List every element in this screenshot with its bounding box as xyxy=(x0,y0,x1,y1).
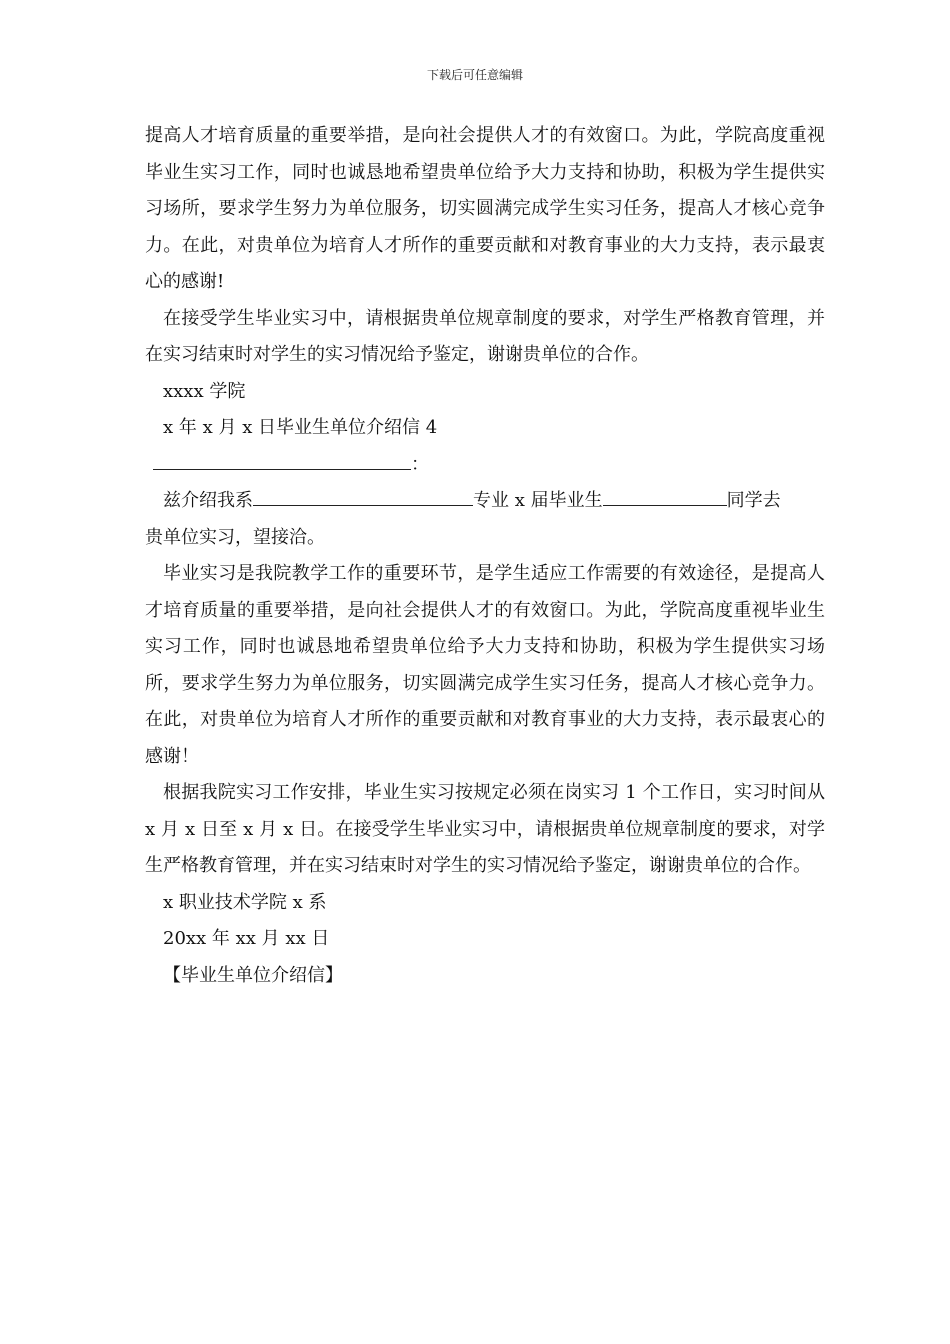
date-and-letter-title: x 年 x 月 x 日毕业生单位介绍信 4 xyxy=(163,417,438,438)
intro-prefix: 兹介绍我系 xyxy=(163,490,253,511)
signature-department: x 职业技术学院 x 系 xyxy=(163,891,327,913)
signature-date: 20xx 年 xx 月 xx 日 xyxy=(163,928,330,949)
major-blank xyxy=(253,487,473,506)
paragraph-request: 在接受学生毕业实习中，请根据贵单位规章制度的要求，对学生严格教育管理，并在实习结束时对学生的实习情况给予鉴定，谢谢贵单位的合作。 xyxy=(145,307,825,365)
salutation-colon: ： xyxy=(411,453,429,475)
salutation-line xyxy=(145,447,825,484)
intro-mid: 专业 x 届毕业生 xyxy=(473,490,603,511)
letter-body xyxy=(145,118,825,994)
paragraph-continuation: 提高人才培育质量的重要举措，是向社会提供人才的有效窗口。为此，学院高度重视毕业生实习工作，同时也诚恳地希望贵单位给予大力支持和协助，积极为学生提供实习场所，要求学生努力为单位服务，切实圆满完成学生实习任务，提高人才核心竞争力。在此，对贵单位为培育人才所作的重要贡献和对教育事业的大力支持，表示最衷心的感谢! xyxy=(145,125,825,292)
intro-suffix: 同学去 xyxy=(726,490,781,511)
recipient-blank xyxy=(153,451,411,470)
page-header-note: 下载后可任意编辑 xyxy=(426,68,523,82)
paragraph-schedule: 根据我院实习工作安排，毕业生实习按规定必须在岗实习 1 个工作日，实习时间从 x 月 x 日至 x 月 x 日。在接受学生毕业实习中，请根据贵单位规章制度的要求，对学生严格教育管理，并在实习结束时对学生的实习情况给予鉴定，谢谢贵单位的合作。 xyxy=(145,782,825,876)
signature-college: xxxx 学院 xyxy=(163,380,246,402)
student-name-blank xyxy=(603,487,727,506)
introduction-line-2: 贵单位实习，望接洽。 xyxy=(145,526,325,548)
paragraph-importance: 毕业实习是我院教学工作的重要环节，是学生适应工作需要的有效途径，是提高人才培育质量的重要举措，是向社会提供人才的有效窗口。为此，学院高度重视毕业生实习工作，同时也诚恳地希望贵单位给予大力支持和协助，积极为学生提供实习场所，要求学生努力为单位服务，切实圆满完成学生实习任务，提高人才核心竞争力。在此，对贵单位为培育人才所作的重要贡献和对教育事业的大力支持，表示最衷心的感谢！ xyxy=(145,563,825,767)
introduction-line xyxy=(145,483,825,520)
footer-tag: 【毕业生单位介绍信】 xyxy=(163,964,343,986)
